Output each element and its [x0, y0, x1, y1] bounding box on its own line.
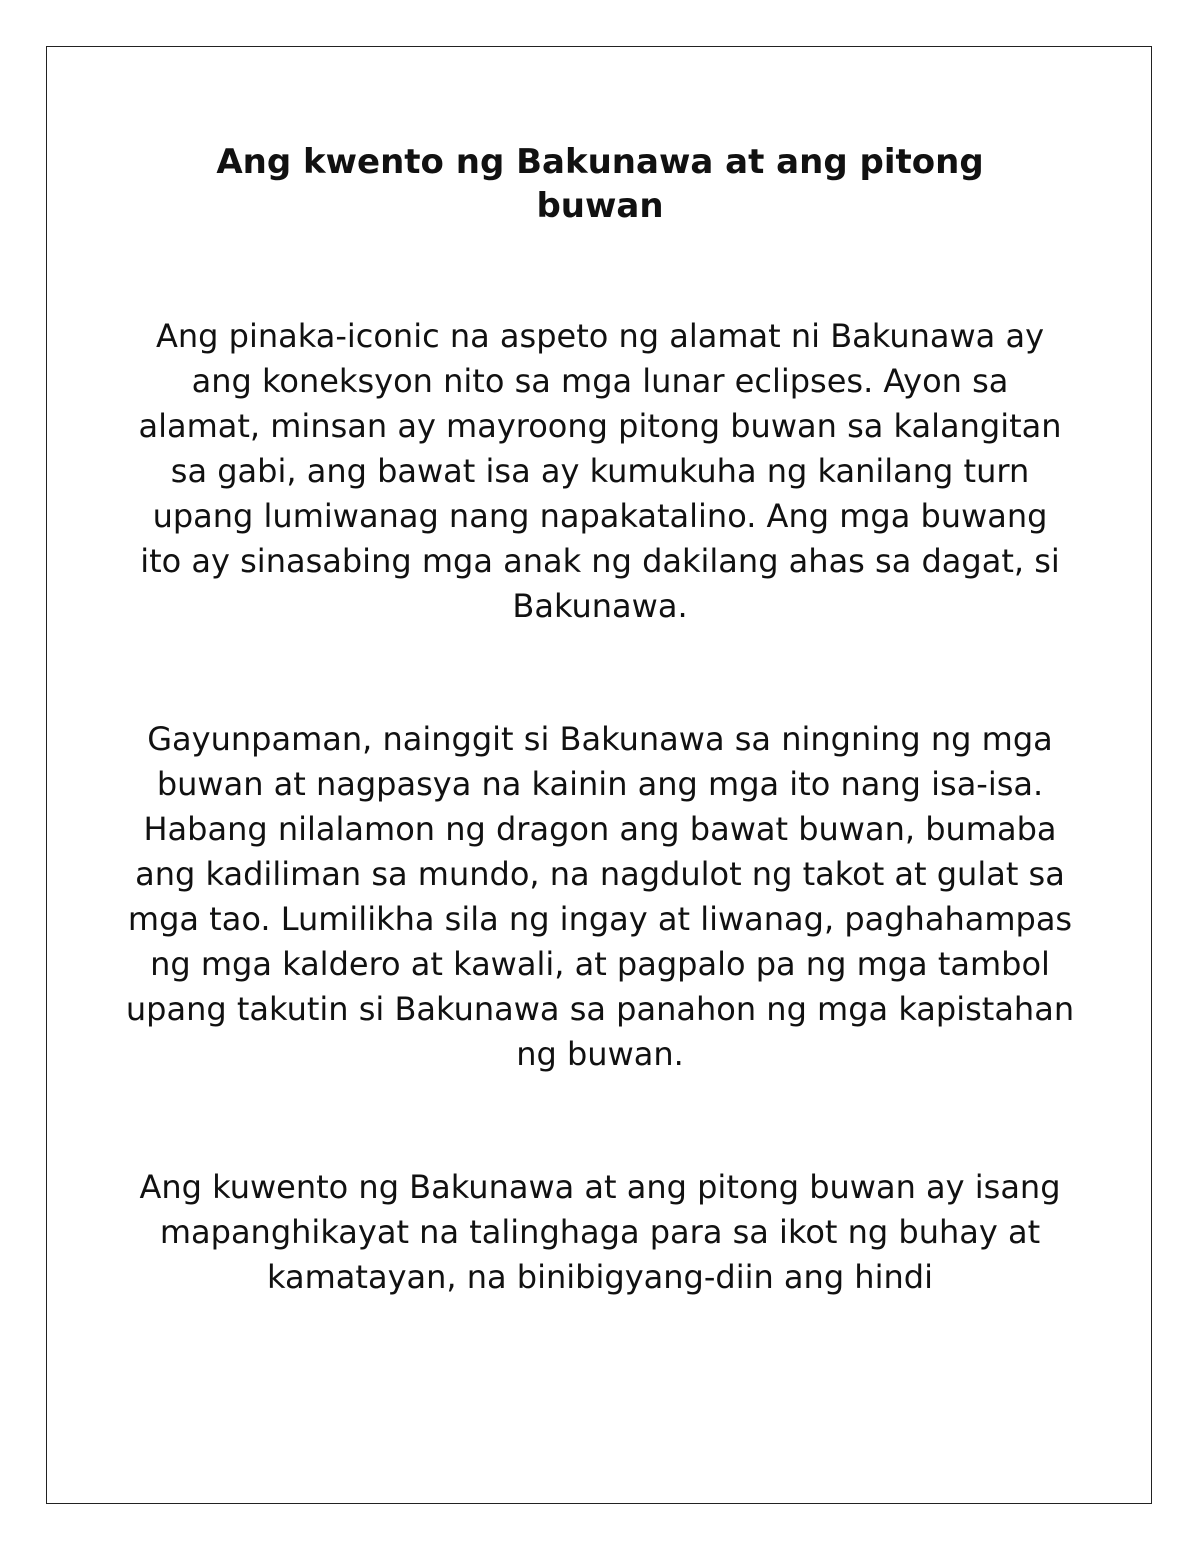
paragraph-3: Ang kuwento ng Bakunawa at ang pitong buwan ay isang mapanghikayat na talinghaga para sa ikot ng buhay at kamatayan, na binibigyang-diin ang hindi — [139, 1168, 1061, 1296]
document-title: Ang kwento ng Bakunawa at ang pitong buwan — [216, 142, 984, 226]
paragraph-2: Gayunpaman, nainggit si Bakunawa sa ningning ng mga buwan at nagpasya na kainin ang mga ito nang isa-isa. Habang nilalamon ng dragon ang bawat buwan, bumaba ang kadiliman sa mundo, na nagdulot ng takot at gulat sa mga tao. Lumilikha sila ng ingay at liwanag, paghahampas ng mga kaldero at kawali, at pagpalo pa ng mga tambol upang takutin si Bakunawa sa panahon ng mga kapistahan ng buwan. — [125, 720, 1075, 1073]
paragraph-1: Ang pinaka-iconic na aspeto ng alamat ni Bakunawa ay ang koneksyon nito sa mga lunar eclipses. Ayon sa alamat, minsan ay mayroong pitong buwan sa kalangitan sa gabi, ang bawat isa ay kumukuha ng kanilang turn upang lumiwanag nang napakatalino. Ang mga buwang ito ay sinasabing mga anak ng dakilang ahas sa dagat, si Bakunawa. — [138, 317, 1062, 625]
document-body — [120, 140, 1080, 1300]
